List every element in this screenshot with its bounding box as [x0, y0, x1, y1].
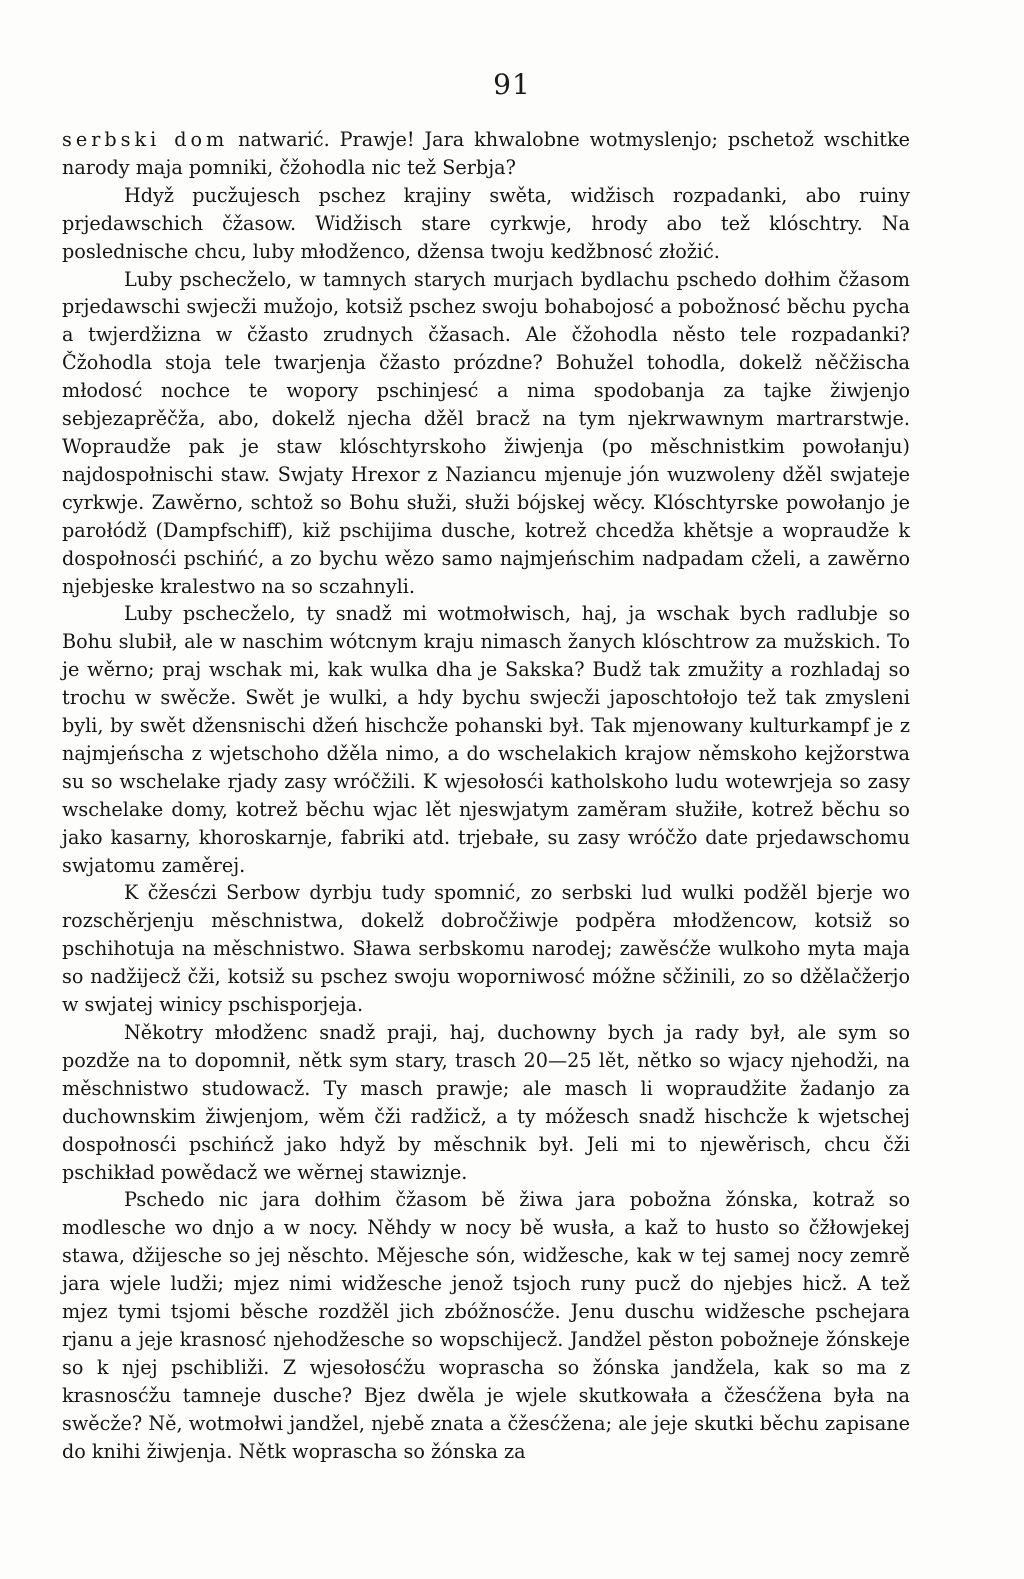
- paragraph-text: Někotry młodženc snadž praji, haj, duchowny bych ja rady był, ale sym so pozdže na to dopomnił, nětk sym stary, trasch 20—25 lět, nětko so wjacy njehodži, na měschnistwo studowacž. Ty masch prawje; ale masch li wopraudžite žadanjo za duchownskim žiwjenjom, wěm čži radžicž, a ty móžesch snadž hischcže k wjetschej dospołnosći pschińcž jako hdyž by měschnik był. Jeli mi to njewěrisch, chcu čži pschikład powědacž we wěrnej stawiznje.: [62, 1021, 910, 1184]
- paragraph: [62, 600, 910, 879]
- paragraph: [62, 266, 910, 601]
- paragraph: [62, 1186, 910, 1465]
- paragraph: [62, 1019, 910, 1186]
- body-text: [62, 126, 910, 1466]
- paragraph-text: Luby pschecželo, w tamnych starych murjach bydlachu pschedo dołhim čžasom prjedawschi swjecži mužojo, kotsiž pschez swoju bohabojosć a pobožnosć běchu pycha a twjerdžizna w čžasto zrudnych čžasach. Ale čžohodla něsto tele rozpadanki? Čžohodla stoja tele twarjenja čžasto prózdne? Bohužel tohodla, dokelž něčžischa młodosć nochce te wopory pschinjesć a nima spodobanja za tajke žiwjenjo sebjezaprěčža, abo, dokelž njecha džěl bracž na tym njekrwawnym martrarstwje. Wopraudže pak je staw klóschtyrskoho žiwjenja (po měschnistkim powołanju) najdospołnischi staw. Swjaty Hreхor z Naziancu mjenuje jón wuzwoleny džěl swjateje cyrkwje. Zawěrno, schtož so Bohu słuži, słuži bójskej wěcy. Klóschtyrske powołanjo je parołódž (Dampfschiff), kiž pschijima dusche, kotrež chcedža khětsje a wopraudže k dospołnosći pschińć, a zo bychu wězo samo najmjeńschim nadpadam cželi, a zawěrno njebjeske kralestwo na so sczahnyli.: [62, 267, 910, 598]
- page-number: 91: [493, 68, 531, 101]
- paragraph: [62, 879, 910, 1019]
- paragraph-text: natwarić. Prawje! Jara khwalobne wotmyslenjo; pschetož wschitke narody maja pomniki, čžohodla nic tež Serbja?: [62, 128, 911, 179]
- paragraph: [62, 182, 910, 266]
- spaced-lead-text: serbski dom: [62, 128, 229, 151]
- paragraph-text: Pschedo nic jara dołhim čžasom bě žiwa jara pobožna žónska, kotraž so modlesche wo dnjo a w nocy. Něhdy w nocy bě wusła, a kaž to husto so čžłowjekej stawa, džijesche so jej něschto. Mějesche són, widžesche, kak w tej samej nocy zemrě jara wjele ludži; mjez nimi widžesche jenož tsjoch runy pucž do njebjes hicž. A tež mjez tymi tsjomi běsche rozdžěl jich zbóžnosćže. Jenu duschu widžesche pschejara rjanu a jeje krasnosć njehodžesche so wopschijecž. Jandžel pěston pobožneje žónskeje so k njej pschibliži. Z wjesołosćžu wopraschа so žónska jandžela, kak so ma z krasnosćžu tamneje dusche? Bjez dwěla je wjele skutkowała a čžesćžena była na swěcže? Ně, wotmołwi jandžel, njebě znata a čžesćžena; ale jeje skutki běchu zapisane do knihi žiwjenja. Nětk wopraschа so žónska za: [62, 1188, 910, 1463]
- paragraph-text: Hdyž pucžujesch pschez krajiny swěta, widžisch rozpadanki, abo ruiny prjedawschich čžasow. Widžisch stare cyrkwje, hrody abo tež klóschtry. Na poslednische chcu, luby młodžencо, džensa twoju kedžbnosć złožić.: [62, 183, 910, 263]
- paragraph: [62, 126, 910, 182]
- paragraph-text: K čžesćzi Serbow dyrbju tudy spomnić, zo serbski lud wulki podžěl bjerje wo rozschěrjenju měschnistwa, dokelž dobročžiwje podpěra młodžencow, kotsiž so pschihotuja na měschnistwo. Sława serbskomu narodej; zawěsćže wulkoho myta maja so nadžijecž čži, kotsiž su pschez swoju wopornіwosć móžne sčžinili, zo so džělačžerjo w swjatej winicy pschisporjeja.: [62, 881, 910, 1017]
- paragraph-text: Luby pschecželo, ty snadž mi wotmołwisch, haj, ja wschak bych radlubje so Bohu slubił, ale w naschim wótcnym kraju nimasch žanych klóschtrow za mužskich. To je wěrno; praj wschak mi, kak wulka dha je Sakska? Budž tak zmužity a rozhladaj so trochu w swěcže. Swět je wulki, a hdy bychu swjecži japoschtołojo tež tak zmysleni byli, by swět džensnischi džeń hischcže pohanski był. Tak mjenowany kulturkampf je z najmjeńscha z wjetschoho džěla nimo, a do wschelakich krajow němskoho kejžorstwa su so wschelake rjady zasy wróčžili. K wjesołosći katholskoho ludu wotewrjeja so zasy wschelake domy, kotrež běchu wjac lět njeswjatym zaměram słužiłe, kotrež běchu so jako kasarny, khoroskarnje, fabriki atd. trjebałe, su zasy wróčžo date prjedawschomu swjatomu zaměrej.: [62, 602, 910, 877]
